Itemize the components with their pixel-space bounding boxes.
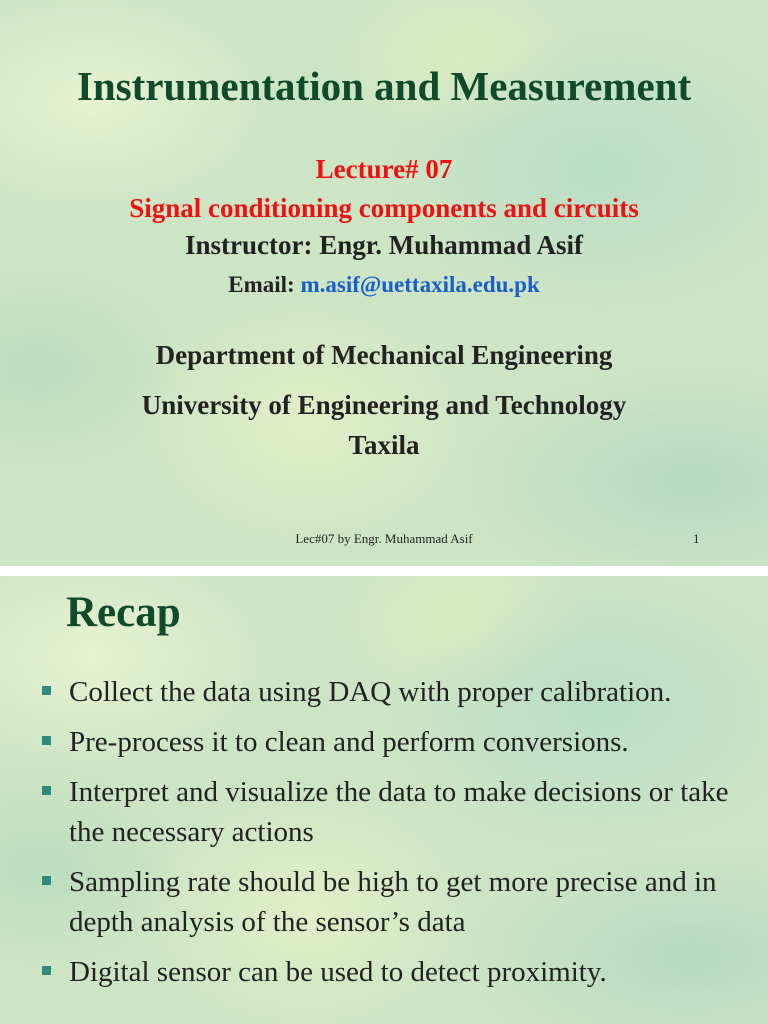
- lecture-number: Lecture# 07: [315, 154, 453, 184]
- university-name: University of Engineering and Technology: [141, 390, 627, 420]
- recap-slide: [0, 576, 768, 1024]
- instructor-name: Instructor: Engr. Muhammad Asif: [184, 230, 584, 260]
- slide-divider: [0, 566, 768, 576]
- page-number: 1: [693, 531, 700, 546]
- square-bullet-icon: [42, 876, 51, 885]
- square-bullet-icon: [42, 786, 51, 795]
- list-item: Collect the data using DAQ with proper calibration.: [42, 672, 757, 712]
- email-line: [0, 272, 768, 298]
- list-item: Digital sensor can be used to detect proximity.: [42, 952, 757, 992]
- email-label: Email:: [228, 272, 295, 297]
- slide-title: Recap: [66, 589, 181, 636]
- lecture-subtitle: Signal conditioning components and circuits: [129, 193, 639, 223]
- list-item: Pre-process it to clean and perform conversions.: [42, 722, 757, 762]
- square-bullet-icon: [42, 966, 51, 975]
- slide-footer: Lec#07 by Engr. Muhammad Asif: [295, 531, 473, 546]
- list-item: Interpret and visualize the data to make decisions or take the necessary actions: [42, 772, 757, 852]
- list-item: Sampling rate should be high to get more precise and in depth analysis of the sensor’s data: [42, 862, 757, 942]
- presentation-title: Instrumentation and Measurement: [76, 63, 692, 109]
- square-bullet-icon: [42, 686, 51, 695]
- bullet-list: [42, 672, 757, 1002]
- university-city: Taxila: [348, 430, 420, 460]
- square-bullet-icon: [42, 736, 51, 745]
- department-name: Department of Mechanical Engineering: [155, 340, 613, 370]
- email-link[interactable]: m.asif@uettaxila.edu.pk: [300, 272, 540, 297]
